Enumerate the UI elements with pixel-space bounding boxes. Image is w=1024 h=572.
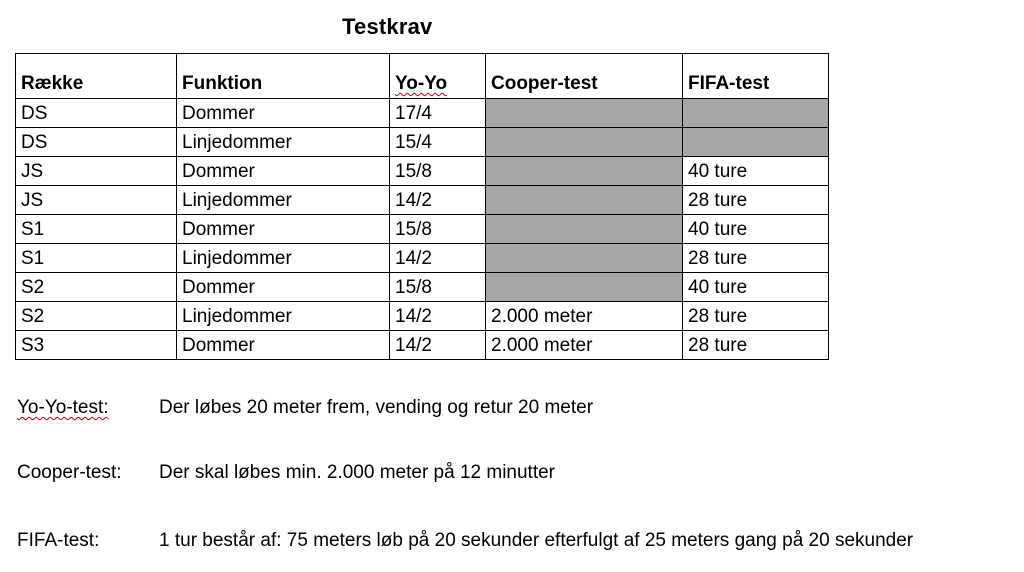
cell-fifa: 40 ture [683,273,829,302]
cell-yoyo: 15/8 [390,157,486,186]
cell-fifa: 28 ture [683,244,829,273]
cell-fifa [683,99,829,128]
cell-fifa: 28 ture [683,302,829,331]
cell-fifa: 28 ture [683,331,829,360]
note-yoyo-label: Yo-Yo-test: [17,397,109,418]
note-cooper-text: Der skal løbes min. 2.000 meter på 12 minutter [159,462,556,483]
note-fifa-label: FIFA-test: [17,530,100,551]
cell-raekke: S3 [16,331,177,360]
cell-funktion: Linjedommer [177,302,390,331]
table-header-row [16,54,829,99]
cell-cooper: 2.000 meter [486,331,683,360]
cell-funktion: Linjedommer [177,128,390,157]
header-raekke: Række [16,54,177,99]
table-row [16,302,829,331]
cell-cooper [486,157,683,186]
cell-funktion: Dommer [177,157,390,186]
cell-raekke: S2 [16,302,177,331]
cell-cooper [486,273,683,302]
cell-cooper [486,128,683,157]
cell-raekke: DS [16,99,177,128]
requirements-table [15,53,829,360]
cell-raekke: JS [16,186,177,215]
document-title: Testkrav [342,14,433,39]
cell-raekke: S1 [16,244,177,273]
cell-raekke: S1 [16,215,177,244]
note-fifa-text: 1 tur består af: 75 meters løb på 20 sekunder efterfulgt af 25 meters gang på 20 sekunder [159,530,914,551]
table-row [16,99,829,128]
cell-yoyo: 14/2 [390,244,486,273]
cell-funktion: Dommer [177,215,390,244]
header-cooper: Cooper-test [486,54,683,99]
cell-funktion: Dommer [177,273,390,302]
header-yoyo-label: Yo-Yo [395,73,448,94]
table-row [16,273,829,302]
cell-yoyo: 17/4 [390,99,486,128]
header-yoyo [390,54,486,99]
cell-raekke: DS [16,128,177,157]
note-yoyo-text: Der løbes 20 meter frem, vending og retur 20 meter [159,397,594,418]
table-row [16,244,829,273]
cell-raekke: JS [16,157,177,186]
cell-fifa: 28 ture [683,186,829,215]
header-fifa: FIFA-test [683,54,829,99]
cell-yoyo: 14/2 [390,302,486,331]
cell-funktion: Dommer [177,99,390,128]
note-cooper-label: Cooper-test: [17,462,122,483]
cell-yoyo: 14/2 [390,186,486,215]
cell-fifa: 40 ture [683,157,829,186]
cell-funktion: Linjedommer [177,186,390,215]
cell-funktion: Linjedommer [177,244,390,273]
table-row [16,128,829,157]
cell-cooper: 2.000 meter [486,302,683,331]
table-row [16,157,829,186]
cell-cooper [486,99,683,128]
table-row [16,215,829,244]
cell-fifa: 40 ture [683,215,829,244]
cell-cooper [486,186,683,215]
cell-yoyo: 15/4 [390,128,486,157]
cell-raekke: S2 [16,273,177,302]
cell-cooper [486,215,683,244]
table-body [16,99,829,360]
cell-funktion: Dommer [177,331,390,360]
cell-yoyo: 15/8 [390,215,486,244]
cell-cooper [486,244,683,273]
cell-fifa [683,128,829,157]
table-row [16,186,829,215]
table-row [16,331,829,360]
header-funktion: Funktion [177,54,390,99]
cell-yoyo: 15/8 [390,273,486,302]
cell-yoyo: 14/2 [390,331,486,360]
